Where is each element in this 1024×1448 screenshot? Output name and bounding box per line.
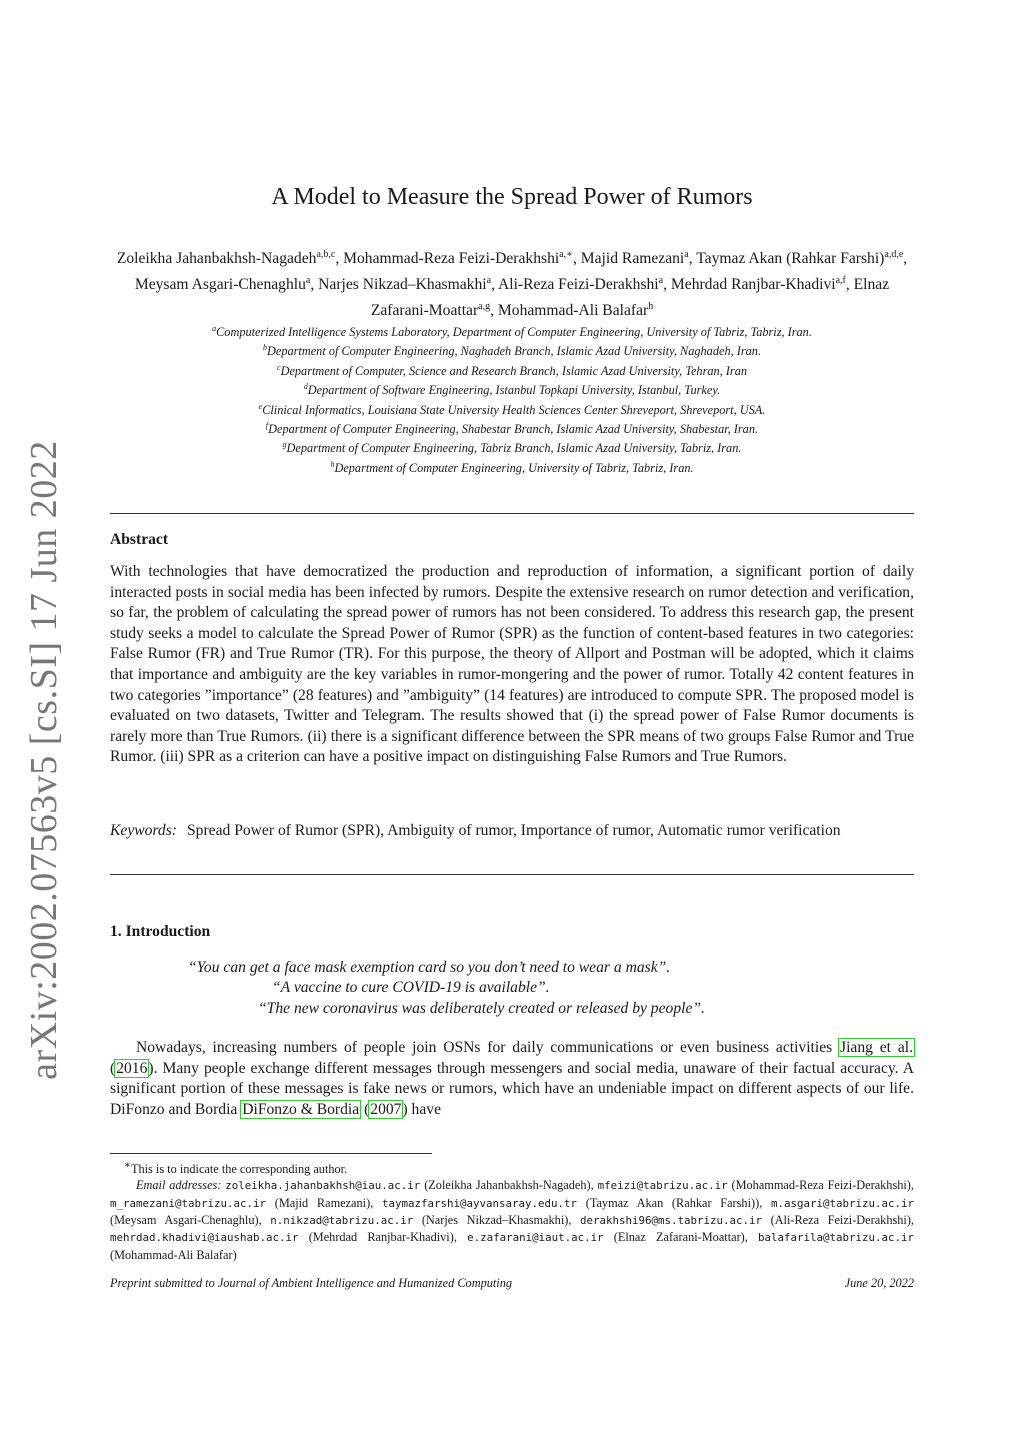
- email-owner: (Ali-Reza Feizi-Derakhshi): [770, 1212, 911, 1227]
- keywords-text: Spread Power of Rumor (SPR), Ambiguity of rumor, Importance of rumor, Automatic rumor verification: [187, 822, 841, 839]
- author-affiliation-mark: a: [658, 275, 664, 287]
- author-separator: ,: [845, 276, 854, 294]
- affiliation-h: [110, 457, 914, 476]
- author-name: Taymaz Akan (Rahkar Farshi): [696, 250, 885, 268]
- arxiv-identifier: arXiv:2002.07563v5 [cs.SI] 17 Jun 2022: [23, 440, 65, 1080]
- paragraph-text: Nowadays, increasing numbers of people join OSNs for daily communications or even business activities: [136, 1039, 840, 1056]
- email-address[interactable]: n.nikzad@tabrizu.ac.ir: [270, 1213, 414, 1227]
- paragraph-text: ). Many people exchange different messages through messengers and social media, unaware of their factual accuracy. A significant portion of these messages is fake news or rumors, which have an undeniable impact on different aspects of our life. DiFonzo and Bordia: [110, 1059, 914, 1118]
- email-address[interactable]: m_ramezani@tabrizu.ac.ir: [110, 1196, 267, 1210]
- email-address[interactable]: mfeizi@tabrizu.ac.ir: [597, 1179, 728, 1193]
- author-name: Mehrdad Ranjbar-Khadivi: [670, 276, 836, 294]
- affiliation-mark: a: [212, 324, 217, 333]
- footnote-rule: [110, 1153, 432, 1154]
- affiliation-mark: c: [277, 362, 281, 372]
- author-affiliation-mark: a,b,c: [316, 249, 336, 260]
- email-address[interactable]: m.asgari@tabrizu.ac.ir: [770, 1196, 914, 1210]
- paper-title: A Model to Measure the Spread Power of Rumors: [271, 184, 753, 210]
- author-separator: ,: [663, 276, 671, 294]
- email-address[interactable]: e.zafarani@iaut.ac.ir: [467, 1231, 604, 1245]
- section-heading-introduction: 1. Introduction: [110, 923, 211, 940]
- email-owner: (Narjes Nikzad–Khasmakhi): [421, 1212, 569, 1227]
- epigraph-quote-2: “A vaccine to cure COVID-19 is available”.: [272, 979, 550, 996]
- footnote-mark: ∗: [124, 1160, 131, 1171]
- author-separator: ,: [491, 276, 498, 294]
- affiliation-mark: e: [258, 401, 263, 411]
- email-owner: (Majid Ramezani): [274, 1195, 371, 1210]
- author-separator: ,: [310, 276, 319, 294]
- epigraph-quote-1: “You can get a face mask exemption card so you don’t need to wear a mask”.: [188, 959, 671, 976]
- footer-date: June 20, 2022: [844, 1276, 914, 1290]
- affiliation-mark: g: [282, 440, 287, 450]
- footnote-corresponding: [110, 1158, 914, 1177]
- abstract-top-rule: [110, 513, 914, 514]
- introduction-paragraph: Nowadays, increasing numbers of people join OSNs for daily communications or even business activities Jiang et al. (2016). Many people exchange different messages through messengers and social media, unaware of their factual accuracy. A significant portion of these messages is fake news or rumors, which have an undeniable impact on different aspects of our life. DiFonzo and Bordia DiFonzo & Bordia (2007) have: [110, 1039, 914, 1118]
- epigraph-quote-3: “The new coronavirus was deliberately created or released by people”.: [258, 1000, 705, 1017]
- affiliation-mark: h: [330, 459, 335, 469]
- email-address[interactable]: derakhshi96@ms.tabrizu.ac.ir: [579, 1213, 762, 1227]
- email-addresses-label: Email addresses:: [136, 1178, 222, 1193]
- author-separator: ,: [490, 302, 498, 320]
- paragraph-text: ) have: [402, 1100, 441, 1118]
- keywords: [110, 821, 914, 842]
- affiliation-a: [110, 321, 914, 340]
- author-affiliation-mark: a: [684, 249, 689, 260]
- email-owner: (Zoleikha Jahanbakhsh-Nagadeh): [424, 1178, 591, 1193]
- email-owner: (Taymaz Akan (Rahkar Farshi)): [585, 1195, 760, 1210]
- email-address[interactable]: balafarila@tabrizu.ac.ir: [758, 1231, 915, 1245]
- author-affiliation-mark: a: [486, 275, 492, 287]
- affiliation-text: Department of Computer Engineering, University of Tabriz, Tabriz, Iran.: [334, 460, 694, 475]
- abstract-heading: Abstract: [110, 531, 169, 548]
- abstract-text: With technologies that have democratized the production and reproduction of information, a significant portion of daily interacted posts in social media has been infected by rumors. Despite the extensive research on rumor detection and verification, so far, the problem of calculating the spread power of rumors has not been considered. To address this research gap, the present study seeks a model to calculate the Spread Power of Rumor (SPR) as the function of content-based features in two categories: False Rumor (FR) and True Rumor (TR). For this purpose, the theory of Allport and Postman will be adopted, which it claims that importance and ambiguity are the key variables in rumor-mongering and the power of rumor. Totally 42 content features in two categories ”importance” (28 features) and ”ambiguity” (14 features) are introduced to compute SPR. The proposed model is evaluated on two datasets, Twitter and Telegram. The results showed that (i) the spread power of False Rumor documents is rarely more than True Rumors. (ii) there is a significant difference between the SPR means of two groups False Rumor and True Rumor. (iii) SPR as a criterion can have a positive impact on distinguishing False Rumors and True Rumors.: [110, 563, 914, 766]
- affiliation-e: [110, 399, 914, 418]
- author-name: Meysam Asgari-Chenaghlu: [134, 276, 306, 294]
- abstract-bottom-rule: [110, 874, 914, 875]
- citation-year-link-difonzo[interactable]: 2007: [370, 1100, 402, 1118]
- author-name: Zoleikha Jahanbakhsh-Nagadeh: [116, 250, 317, 268]
- citation-link-jiang[interactable]: Jiang et al.: [840, 1039, 913, 1056]
- email-address[interactable]: mehrdad.khadivi@iaushab.ac.ir: [110, 1231, 299, 1245]
- affiliation-list: [110, 321, 914, 476]
- author-name: Mohammad-Reza Feizi-Derakhshi: [343, 250, 560, 268]
- email-address[interactable]: zoleikha.jahanbakhsh@iau.ac.ir: [225, 1179, 421, 1193]
- email-owner: (Mohammad-Ali Balafar): [110, 1247, 237, 1262]
- affiliation-mark: d: [303, 382, 308, 392]
- affiliation-mark: f: [265, 420, 269, 430]
- affiliation-text: Department of Software Engineering, Istanbul Topkapi University, Istanbul, Turkey.: [307, 383, 721, 398]
- author-affiliation-mark: a,d,e: [884, 249, 904, 260]
- footnote-text: This is to indicate the corresponding author.: [130, 1162, 348, 1177]
- author-name: Narjes Nikzad–Khasmakhi: [318, 276, 487, 294]
- author-separator: ,: [572, 250, 581, 268]
- author-separator: ,: [903, 250, 908, 268]
- citation-year-link-jiang[interactable]: 2016: [116, 1059, 148, 1077]
- footnotes: [110, 1158, 914, 1263]
- email-address[interactable]: taymazfarshi@ayvansaray.edu.tr: [381, 1196, 577, 1210]
- email-owner: (Meysam Asgari-Chenaghlu): [110, 1212, 259, 1227]
- affiliation-text: Department of Computer Engineering, Naghadeh Branch, Islamic Azad University, Naghadeh, Iran.: [267, 344, 761, 359]
- author-affiliation-mark: h: [648, 301, 654, 313]
- author-affiliation-mark: a,f: [835, 275, 846, 287]
- email-owner: (Elnaz Zafarani-Moattar): [613, 1230, 745, 1245]
- affiliation-text: Computerized Intelligence Systems Laboratory, Department of Computer Engineering, University of Tabriz, Tabriz, Iran.: [216, 325, 812, 340]
- affiliation-text: Department of Computer, Science and Research Branch, Islamic Azad University, Tehran, Iran: [280, 363, 747, 378]
- author-affiliation-mark: a,g: [478, 301, 491, 313]
- affiliation-c: [110, 360, 914, 379]
- author-separator: ,: [335, 250, 344, 268]
- affiliation-mark: b: [263, 343, 267, 353]
- author-name: Majid Ramezani: [580, 250, 685, 268]
- keywords-label: Keywords:: [110, 822, 177, 839]
- email-owner: (Mohammad-Reza Feizi-Derakhshi): [731, 1178, 911, 1193]
- author-name: Ali-Reza Feizi-Derakhshi: [498, 276, 659, 294]
- footnote-emails: Email addresses: zoleikha.jahanbakhsh@iau.ac.ir (Zoleikha Jahanbakhsh-Nagadeh), mfeizi@tabrizu.ac.ir (Mohammad-Reza Feizi-Derakhshi), m_ramezani@tabrizu.ac.ir (Majid Ramezani), taymazfarshi@ayvansaray.edu.tr (Taymaz Akan (Rahkar Farshi)), m.asgari@tabrizu.ac.ir (Meysam Asgari-Chenaghlu), n.nikzad@tabrizu.ac.ir (Narjes Nikzad–Khasmakhi), derakhshi96@ms.tabrizu.ac.ir (Ali-Reza Feizi-Derakhshi), mehrdad.khadivi@iaushab.ac.ir (Mehrdad Ranjbar-Khadivi), e.zafarani@iaut.ac.ir (Elnaz Zafarani-Moattar), balafarila@tabrizu.ac.ir (Mohammad-Ali Balafar): [110, 1178, 915, 1262]
- affiliation-text: Department of Computer Engineering, Tabriz Branch, Islamic Azad University, Tabriz, Iran.: [286, 441, 742, 456]
- citation-link-difonzo[interactable]: DiFonzo & Bordia: [242, 1100, 360, 1118]
- affiliation-b: [110, 340, 914, 359]
- affiliation-text: Department of Computer Engineering, Shabestar Branch, Islamic Azad University, Shabestar, Iran.: [268, 422, 759, 437]
- author-name: Mohammad-Ali Balafar: [497, 302, 649, 320]
- affiliation-f: [110, 418, 914, 437]
- footer-preprint-note: Preprint submitted to Journal of Ambient Intelligence and Humanized Computing: [110, 1276, 512, 1290]
- author-affiliation-mark: a: [305, 275, 311, 287]
- email-owner: (Mehrdad Ranjbar-Khadivi): [308, 1230, 454, 1245]
- affiliation-d: [110, 379, 914, 398]
- author-affiliation-mark: a,∗: [559, 249, 573, 260]
- author-list: [110, 244, 914, 323]
- affiliation-text: Clinical Informatics, Louisiana State University Health Sciences Center Shreveport, Shreveport, USA.: [262, 402, 766, 417]
- author-separator: ,: [688, 250, 697, 268]
- author-name: Elnaz Zafarani-Moattar: [370, 276, 890, 320]
- affiliation-g: [110, 437, 914, 456]
